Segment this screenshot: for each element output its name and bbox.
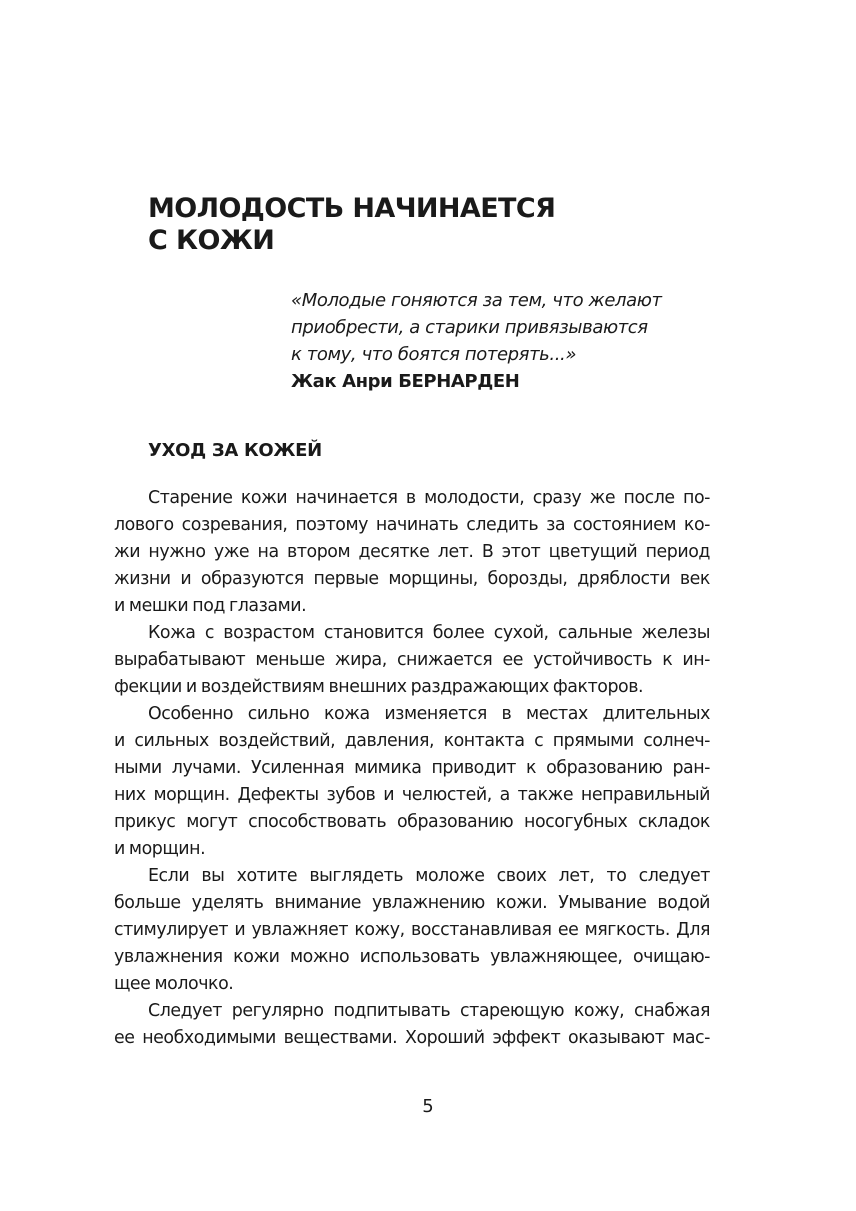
paragraph-line: Если вы хотите выглядеть моложе своих лет, то следует bbox=[148, 866, 710, 886]
paragraph-line: жи нужно уже на втором десятке лет. В этот цветущий период bbox=[114, 542, 710, 562]
epigraph bbox=[291, 287, 731, 395]
paragraph bbox=[114, 485, 710, 620]
paragraph-line: Кожа с возрастом становится более сухой, сальные железы bbox=[148, 623, 710, 643]
paragraph-line: щее молочко. bbox=[114, 974, 234, 994]
paragraph bbox=[114, 620, 710, 701]
epigraph-quote-line: приобрести, а старики привязываются bbox=[291, 317, 648, 338]
paragraph-line: и морщин. bbox=[114, 839, 206, 859]
paragraph-line: Особенно сильно кожа изменяется в местах длительных bbox=[148, 704, 710, 724]
epigraph-author: Жак Анри БЕРНАРДЕН bbox=[291, 371, 520, 392]
epigraph-quote-line: «Молодые гоняются за тем, что желают bbox=[291, 290, 662, 311]
section-heading: УХОД ЗА КОЖЕЙ bbox=[148, 440, 322, 461]
paragraph-line: больше уделять внимание увлажнению кожи. Умывание водой bbox=[114, 893, 710, 913]
paragraph-line: лового созревания, поэтому начинать следить за состоянием ко- bbox=[114, 515, 710, 535]
paragraph-line: Старение кожи начинается в молодости, сразу же после по- bbox=[148, 488, 710, 508]
chapter-title-line: С КОЖИ bbox=[148, 225, 275, 256]
chapter-title bbox=[148, 193, 748, 257]
paragraph bbox=[114, 863, 710, 998]
body-text bbox=[114, 485, 710, 1052]
paragraph-line: Следует регулярно подпитывать стареющую кожу, снабжая bbox=[148, 1001, 710, 1021]
paragraph-line: стимулирует и увлажняет кожу, восстанавливая ее мягкость. Для bbox=[114, 920, 710, 940]
paragraph-line: жизни и образуются первые морщины, борозды, дряблости век bbox=[114, 569, 710, 589]
paragraph bbox=[114, 998, 710, 1052]
paragraph-line: вырабатывают меньше жира, снижается ее устойчивость к ин- bbox=[114, 650, 710, 670]
paragraph-line: фекции и воздействиям внешних раздражающих факторов. bbox=[114, 677, 644, 697]
paragraph-line: и мешки под глазами. bbox=[114, 596, 307, 616]
paragraph-line: прикус могут способствовать образованию носогубных складок bbox=[114, 812, 710, 832]
chapter-title-line: МОЛОДОСТЬ НАЧИНАЕТСЯ bbox=[148, 193, 556, 224]
paragraph-line: и сильных воздействий, давления, контакта с прямыми солнеч- bbox=[114, 731, 710, 751]
epigraph-quote-line: к тому, что боятся потерять...» bbox=[291, 344, 577, 365]
page-number: 5 bbox=[422, 1096, 434, 1117]
paragraph-line: ее необходимыми веществами. Хороший эффект оказывают мас- bbox=[114, 1028, 710, 1048]
paragraph-line: увлажнения кожи можно использовать увлажняющее, очищаю- bbox=[114, 947, 710, 967]
paragraph-line: них морщин. Дефекты зубов и челюстей, а также неправильный bbox=[114, 785, 710, 805]
paragraph-line: ными лучами. Усиленная мимика приводит к образованию ран- bbox=[114, 758, 710, 778]
paragraph bbox=[114, 701, 710, 863]
